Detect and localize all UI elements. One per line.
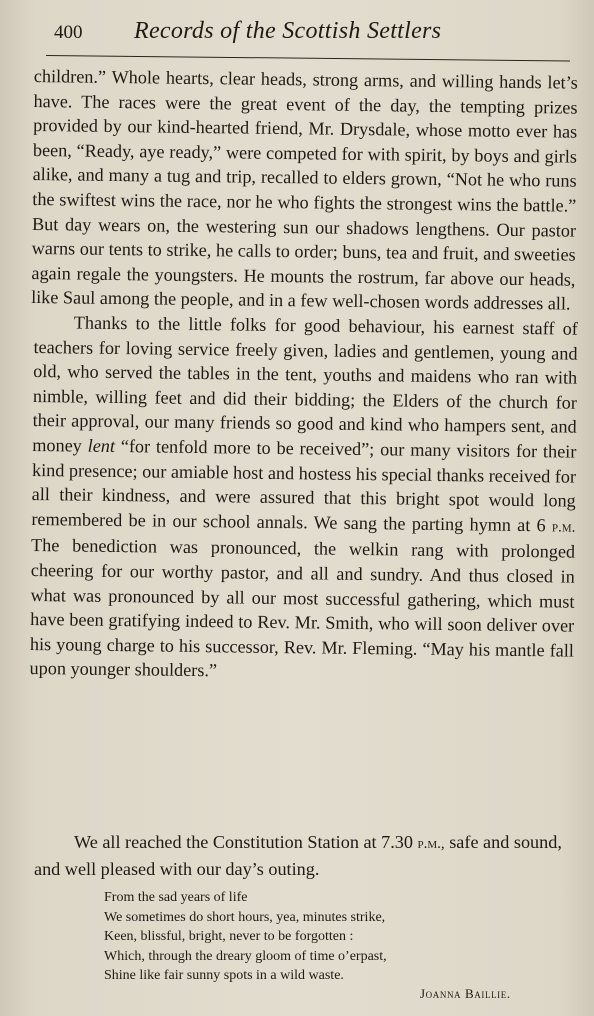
running-title: Records of the Scottish Settlers [134, 18, 442, 44]
paragraph-3-time: p.m., [417, 836, 445, 852]
poem-line: Shine like fair sunny spots in a wild waste. [104, 968, 344, 983]
paragraph-2-time: p.m. [551, 519, 576, 536]
header-rule [46, 55, 570, 61]
poem-line: Keen, blissful, bright, never to be forgotten : [104, 929, 354, 944]
paragraph-3 [34, 830, 574, 881]
paragraph-2-lent: lent [87, 435, 116, 456]
poem-line: We sometimes do short hours, yea, minutes strike, [104, 909, 386, 925]
paragraph-2-text-b: “for tenfold more to be received”; our many visitors for their kind presence; our amiable host and hostess his special thanks received for all their kindness, and were assured that this bright spot would long remembered be in our school annals. We sang the parting hymn at 6 [31, 435, 577, 535]
poem-attribution: Joanna Baillie. [420, 986, 511, 1001]
page-number: 400 [54, 22, 83, 43]
paragraph-3-text-a: We all reached the Constitution Station at 7.30 [74, 832, 413, 852]
poem-line: Which, through the dreary gloom of time o’erpast, [104, 948, 387, 964]
paragraph-2-text-c: The benediction was pronounced, the welkin rang with prolonged cheering for our worthy pastor, and all and sundry. And thus closed in what was pronounced by all our most successful gathering, which must have been gratifying indeed to Rev. Mr. Smith, who will soon deliver over his young charge to his successor, Rev. Mr. Fleming. “May his mantle fall upon younger shoulders.” [29, 535, 576, 681]
poem-quote [104, 888, 564, 986]
paragraph-1: children.” Whole hearts, clear heads, strong arms, and willing hands let’s have. The races were the great event of the day, the tempting prizes provided by our kind-hearted friend, Mr. Drysdale, whose motto ever has been, “Ready, aye ready,” were competed for with spirit, by boys and girls alike, and many a tug and trip, recalled to elders grown, “Not he who runs the swiftest wins the race, nor he who fights the strongest wins the battle.” But day wears on, the westering sun our shadows lengthens. Our pastor warns our tents to strike, he calls to order; buns, tea and fruit, and sweeties again regale the youngsters. He mounts the rostrum, far above our heads, like Saul among the people, and in a few well-chosen words addresses all. [31, 65, 578, 314]
page-header [46, 18, 566, 52]
body-text [29, 64, 578, 681]
poem-line: From the sad years of life [104, 890, 248, 905]
paragraph-2-text-a: Thanks to the little folks for good behaviour, his earnest staff of teachers for loving service freely given, ladies and gentlemen, young and old, who served the tables in the tent, youths and maidens who ran with nimble, willing feet and did their bidding; the Elders of the church for their approval, our many friends so good and kind who hampers sent, and money [32, 312, 578, 456]
paragraph-2 [29, 310, 577, 688]
paragraph-3-text-b: safe and sound, and well pleased with our day’s outing. [34, 832, 562, 879]
